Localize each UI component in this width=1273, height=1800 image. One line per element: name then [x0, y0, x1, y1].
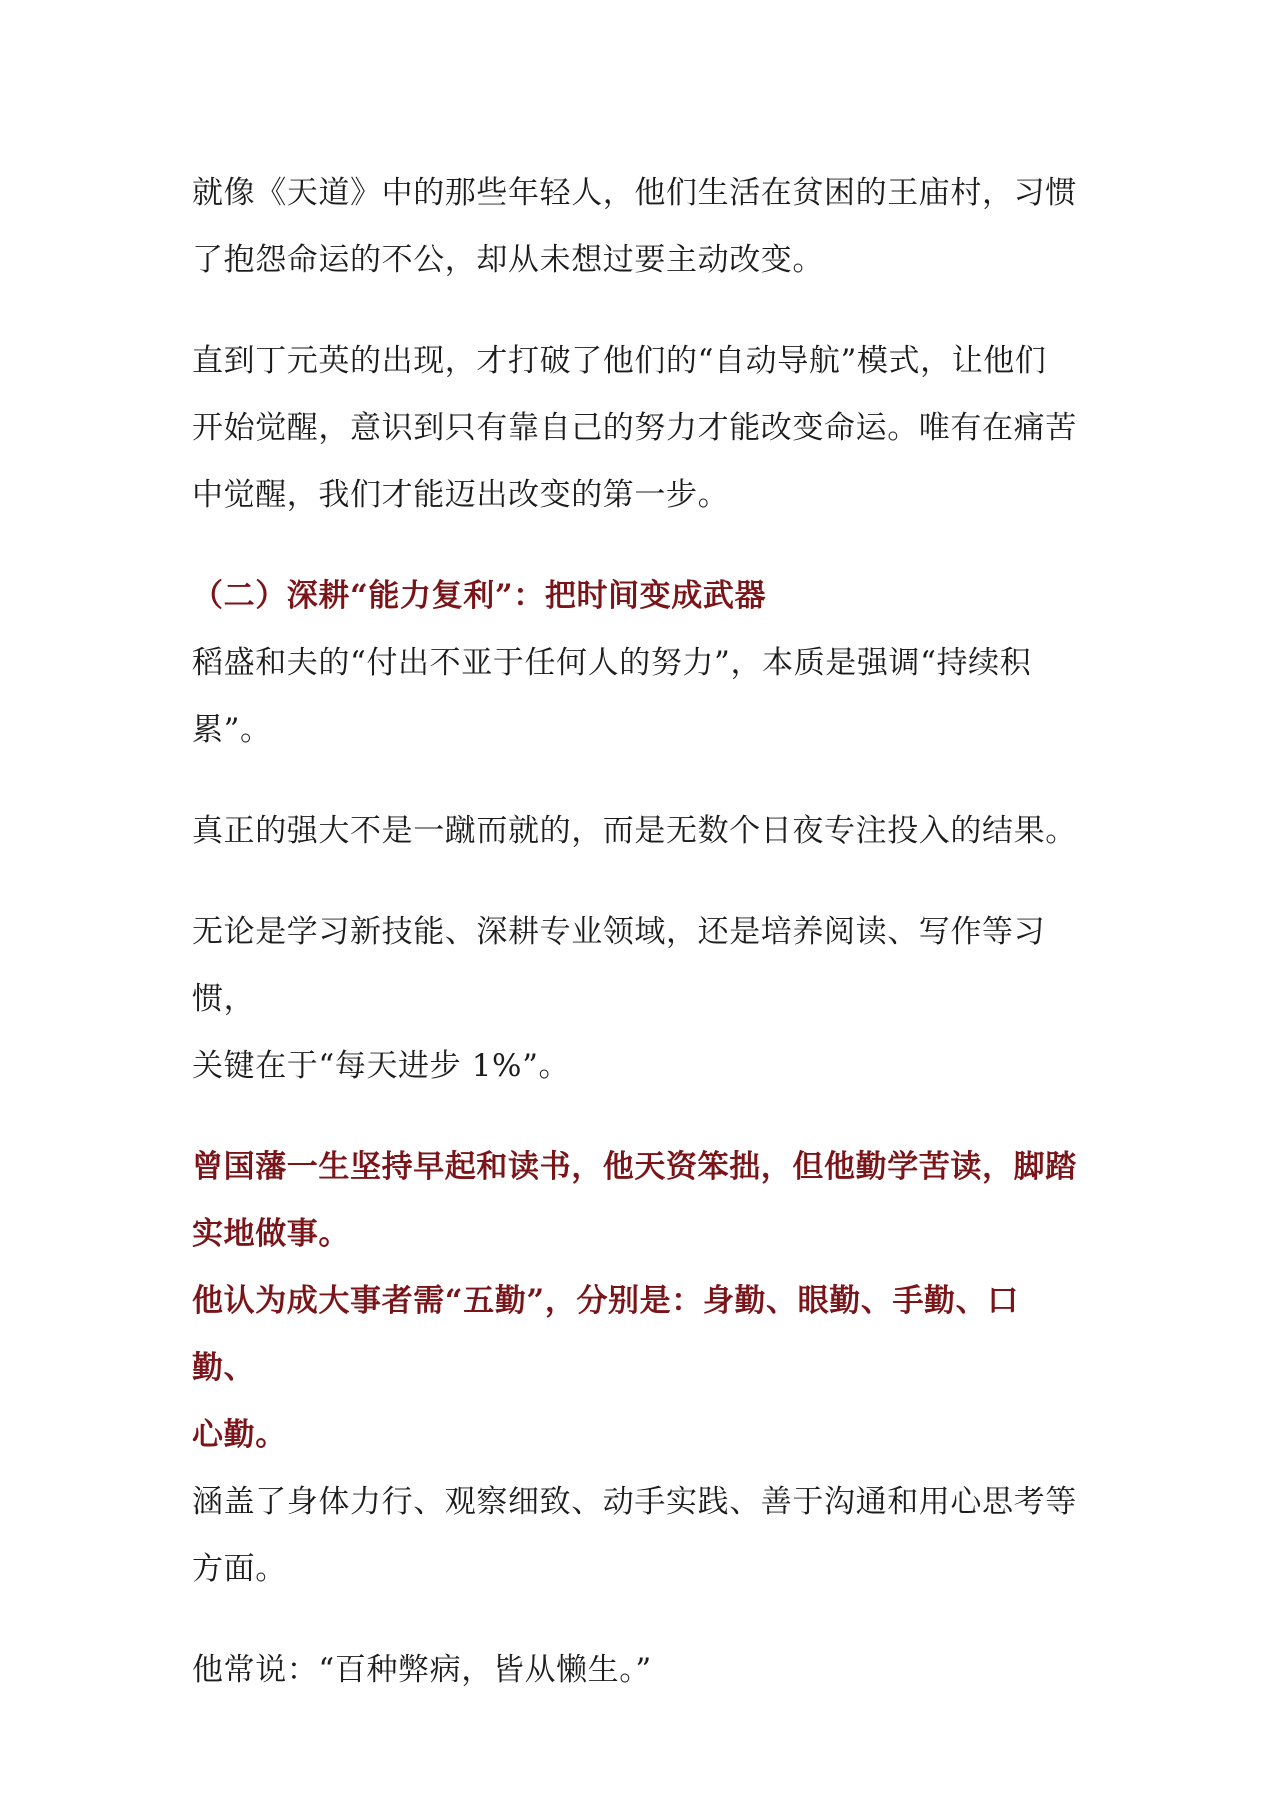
- text-line: 真正的强大不是一蹴而就的，而是无数个日夜专注投入的结果。: [192, 813, 1077, 849]
- paragraph-true-strength: [192, 798, 1082, 865]
- paragraph-quote: [192, 1637, 1082, 1704]
- text-line: 方面。: [192, 1551, 287, 1587]
- text-line: 直到丁元英的出现，才打破了他们的“自动导航”模式，让他们: [192, 343, 1047, 379]
- paragraph-ding-yuanying: [192, 328, 1082, 529]
- article-body: [192, 160, 1082, 1704]
- text-line: 中觉醒，我们才能迈出改变的第一步。: [192, 477, 730, 513]
- paragraph-inamori: [192, 630, 1082, 764]
- text-line: 累”。: [192, 712, 272, 748]
- text-line: 他常说：“百种弊病，皆从懒生。”: [192, 1652, 652, 1688]
- heading-text: （二）深耕“能力复利”：把时间变成武器: [192, 578, 767, 614]
- paragraph-tiandao-youth: [192, 160, 1082, 294]
- text-line: 心勤。: [192, 1417, 287, 1453]
- text-line: 稻盛和夫的“付出不亚于任何人的努力”，本质是强调“持续积: [192, 645, 1032, 681]
- text-line: 无论是学习新技能、深耕专业领域，还是培养阅读、写作等习惯，: [192, 914, 1046, 1017]
- paragraph-coverage: [192, 1469, 1082, 1603]
- text-line: 实地做事。: [192, 1216, 350, 1252]
- paragraph-daily-progress: [192, 899, 1082, 1100]
- text-line: 曾国藩一生坚持早起和读书，他天资笨拙，但他勤学苦读，脚踏: [192, 1149, 1077, 1185]
- text-line: 关键在于“每天进步 1%”。: [192, 1048, 571, 1084]
- section-heading: [192, 563, 1082, 630]
- text-line: 就像《天道》中的那些年轻人，他们生活在贫困的王庙村，习惯: [192, 175, 1077, 211]
- text-line: 了抱怨命运的不公，却从未想过要主动改变。: [192, 242, 824, 278]
- highlight-zeng-guofan: [192, 1134, 1082, 1268]
- highlight-five-diligences: [192, 1268, 1082, 1469]
- text-line: 他认为成大事者需“五勤”，分别是：身勤、眼勤、手勤、口勤、: [192, 1283, 1019, 1386]
- text-line: 涵盖了身体力行、观察细致、动手实践、善于沟通和用心思考等: [192, 1484, 1077, 1520]
- text-line: 开始觉醒，意识到只有靠自己的努力才能改变命运。唯有在痛苦: [192, 410, 1077, 446]
